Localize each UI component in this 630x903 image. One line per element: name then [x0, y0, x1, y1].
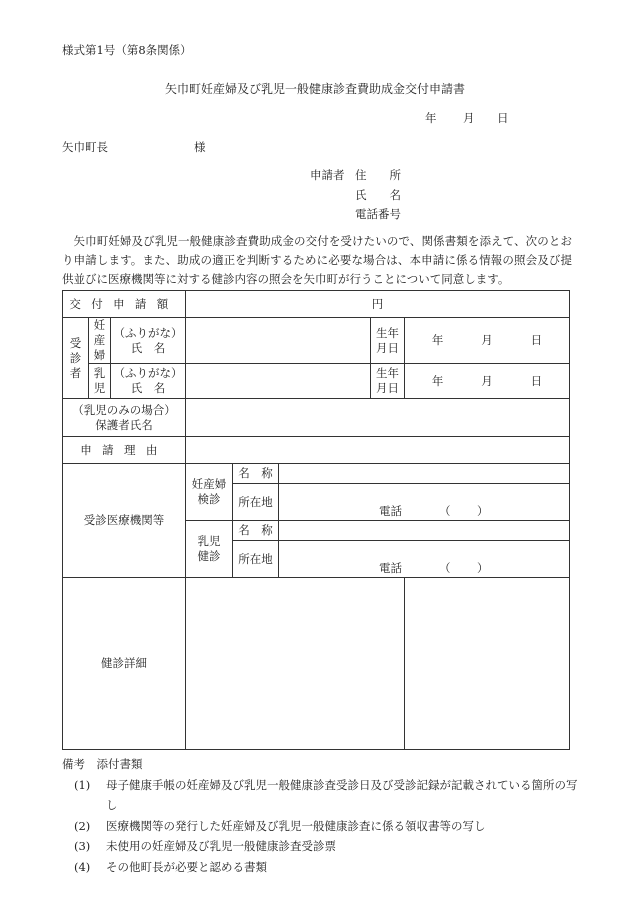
infant-birth-label: 生年月日: [371, 364, 405, 399]
infant-label: 乳児: [89, 364, 111, 399]
pregnant-inst-address-label: 所在地: [233, 484, 279, 521]
pregnant-exam-label: 妊産婦検診: [186, 464, 233, 521]
infant-inst-name-field[interactable]: [279, 521, 570, 541]
note-item: (4) その他町長が必要と認める書類: [74, 859, 267, 874]
infant-inst-address-label: 所在地: [233, 541, 279, 578]
notes-heading: 備考 添付書類: [62, 757, 143, 771]
note-item: (3) 未使用の妊産婦及び乳児一般健康診査受診票: [74, 839, 336, 853]
application-table: [62, 290, 570, 750]
note-item: (2) 医療機関等の発行した妊産婦及び乳児一般健康診査に係る領収書等の写し: [74, 818, 486, 833]
infant-inst-phone: 電話 （ ）: [379, 561, 489, 575]
note-item: (1) 母子健康手帳の妊産婦及び乳児一般健康診査受診日及び受診記録が記載されている箇所の写し: [74, 777, 578, 812]
recipient-name: 矢巾町長: [62, 140, 108, 154]
pregnant-label: 妊産婦: [89, 318, 111, 364]
recipient: [62, 139, 206, 155]
infant-birth-field[interactable]: 年 月 日: [405, 364, 570, 399]
amount-label: 交付申請額: [63, 291, 186, 318]
recipient-honorific: 様: [194, 140, 206, 154]
pregnant-inst-phone: 電話 （ ）: [379, 504, 489, 518]
reason-label: 申請理由: [63, 437, 186, 464]
institution-label: 受診医療機関等: [63, 464, 186, 578]
pregnant-birth-field[interactable]: 年 月 日: [405, 318, 570, 364]
notes: [62, 754, 582, 877]
consent-paragraph: 矢巾町妊婦及び乳児一般健康診査費助成金の交付を受けたいので、関係書類を添えて、次のとおり申請します。また、助成の適正を判断するために必要な場合は、本申請に係る情報の照会及び提供並びに医療機関等に対する健診内容の照会を矢巾町が行うことについて同意します。: [62, 234, 572, 286]
guardian-label: （乳児のみの場合） 保護者氏名: [63, 399, 186, 437]
reason-field[interactable]: [186, 437, 570, 464]
infant-name-field[interactable]: [186, 364, 371, 399]
pregnant-name-label: （ふりがな） 氏 名: [111, 318, 186, 364]
applicant-phone-label: 電話番号: [355, 207, 401, 221]
applicant-block: [310, 167, 430, 226]
amount-unit: 円: [371, 296, 384, 311]
detail-field-right[interactable]: [405, 578, 570, 750]
detail-label: 健診詳細: [63, 578, 186, 750]
pregnant-birth-label: 生年月日: [371, 318, 405, 364]
applicant-label: 申請者: [310, 168, 345, 182]
amount-field[interactable]: [186, 291, 570, 318]
detail-field-left[interactable]: [186, 578, 405, 750]
page-title: 矢巾町妊産婦及び乳児一般健康診査費助成金交付申請書: [164, 82, 465, 96]
examinee-label: 受診者: [63, 318, 89, 399]
guardian-name-field[interactable]: [186, 399, 570, 437]
pregnant-inst-address-field[interactable]: [279, 484, 570, 521]
infant-inst-name-label: 名 称: [233, 521, 279, 541]
pregnant-inst-name-field[interactable]: [279, 464, 570, 484]
form-number: 様式第1号（第8条関係）: [62, 43, 192, 57]
infant-name-label: （ふりがな） 氏 名: [111, 364, 186, 399]
applicant-name-label: 氏 名: [355, 187, 401, 202]
infant-exam-label: 乳児健診: [186, 521, 233, 578]
pregnant-inst-name-label: 名 称: [233, 464, 279, 484]
consent-text: [62, 232, 572, 289]
pregnant-name-field[interactable]: [186, 318, 371, 364]
applicant-address-label: 住 所: [355, 168, 401, 182]
date-month: 月: [463, 111, 475, 125]
infant-inst-address-field[interactable]: [279, 541, 570, 578]
date-day: 日: [497, 111, 509, 125]
date-year: 年: [425, 111, 437, 125]
